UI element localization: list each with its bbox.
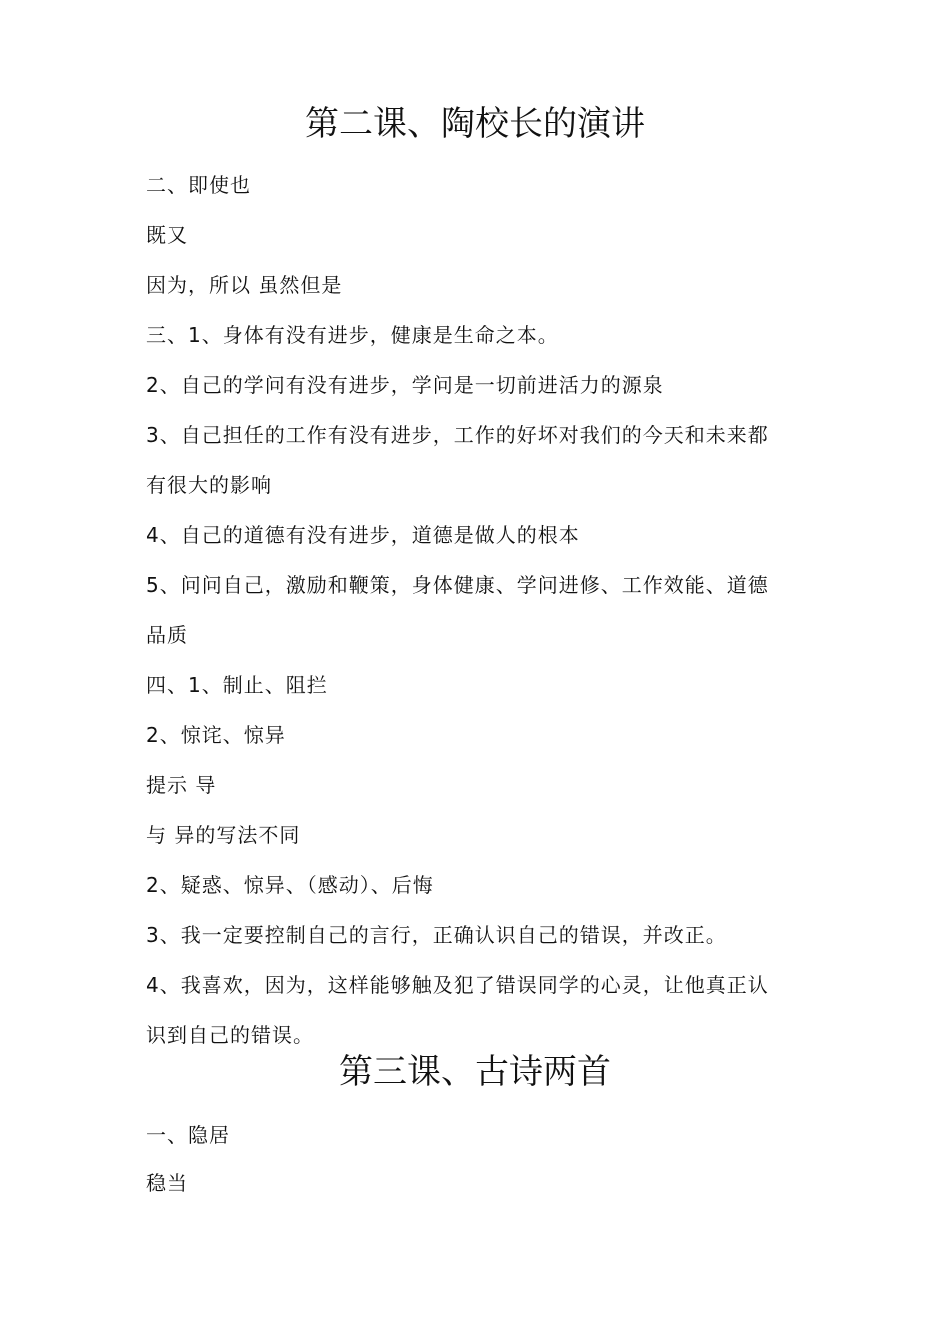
- lesson-3-title: 第三课、古诗两首: [339, 1052, 611, 1092]
- text-line: 三、1、身体有没有进步，健康是生命之本。: [146, 323, 559, 347]
- text-line: 与 异的写法不同: [146, 823, 301, 847]
- text-line: 2、惊诧、惊异: [146, 723, 286, 747]
- text-line: 既又: [146, 223, 188, 247]
- text-line: 2、疑惑、惊异、（感动）、后悔: [146, 873, 434, 897]
- text-line: 5、问问自己，激励和鞭策，身体健康、学问进修、工作效能、道德: [146, 573, 769, 597]
- text-line: 四、1、制止、阻拦: [146, 673, 328, 697]
- lesson-2-title: 第二课、陶校长的演讲: [305, 104, 645, 144]
- text-line: 有很大的影响: [146, 473, 272, 497]
- text-line: 品质: [146, 623, 188, 647]
- text-line: 3、自己担任的工作有没有进步，工作的好坏对我们的今天和未来都: [146, 423, 769, 447]
- text-line: 一、隐居: [146, 1123, 230, 1147]
- text-line: 稳当: [146, 1171, 188, 1195]
- text-line: 二、即使也: [146, 173, 251, 197]
- text-line: 4、自己的道德有没有进步，道德是做人的根本: [146, 523, 580, 547]
- text-line: 4、我喜欢，因为，这样能够触及犯了错误同学的心灵，让他真正认: [146, 973, 769, 997]
- text-line: 因为，所以 虽然但是: [146, 273, 343, 297]
- text-line: 识到自己的错误。: [146, 1023, 314, 1047]
- text-line: 提示 导: [146, 773, 217, 797]
- text-line: 3、我一定要控制自己的言行，正确认识自己的错误，并改正。: [146, 923, 727, 947]
- text-line: 2、自己的学问有没有进步，学问是一切前进活力的源泉: [146, 373, 664, 397]
